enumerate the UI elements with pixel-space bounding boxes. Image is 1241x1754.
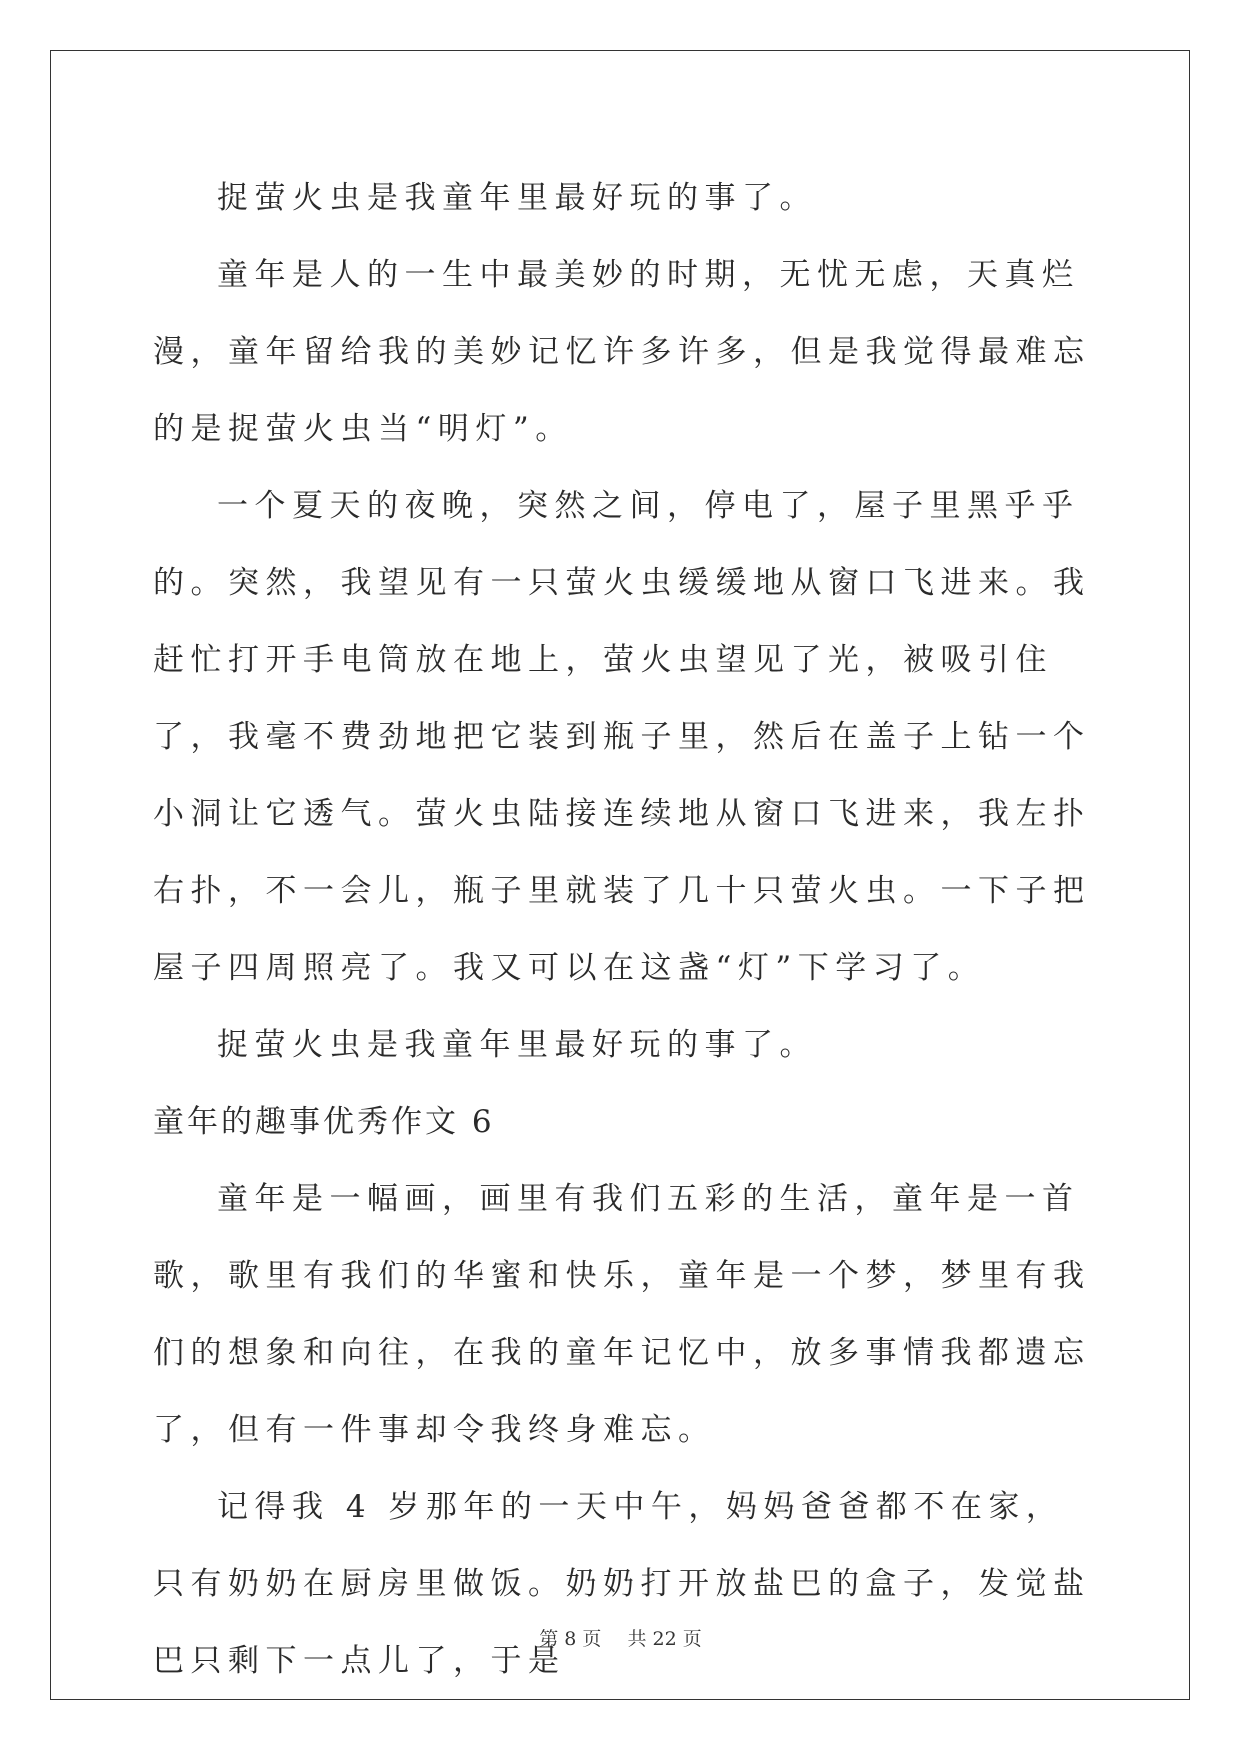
page-number-total: 共 22 页 [627, 1628, 702, 1650]
section-title: 童年的趣事优秀作文 6 [153, 1104, 495, 1140]
paragraph: 捉萤火虫是我童年里最好玩的事了。 [217, 180, 817, 216]
paragraph: 一个夏天的夜晚，突然之间，停电了，屋子里黑乎乎的。突然，我望见有一只萤火虫缓缓地从窗口飞进来。我赶忙打开手电筒放在地上，萤火虫望见了光，被吸引住了，我毫不费劲地把它装到瓶子里，然后在盖子上钻一个小洞让它透气。萤火虫陆接连续地从窗口飞进来，我左扑右扑，不一会儿，瓶子里就装了几十只萤火虫。一下子把屋子四周照亮了。我又可以在这盏“灯”下学习了。 [153, 488, 1091, 986]
page-number-current: 第 8 页 [539, 1628, 602, 1650]
paragraph: 记得我 4 岁那年的一天中午，妈妈爸爸都不在家，只有奶奶在厨房里做饭。奶奶打开放盐巴的盒子，发觉盐巴只剩下一点儿了，于是 [153, 1489, 1091, 1679]
paragraph: 童年是一幅画，画里有我们五彩的生活，童年是一首歌，歌里有我们的华蜜和快乐，童年是一个梦，梦里有我们的想象和向往，在我的童年记忆中，放多事情我都遗忘了，但有一件事却令我终身难忘。 [153, 1181, 1091, 1448]
page-footer [0, 1624, 1241, 1651]
document-body [153, 160, 1099, 1700]
paragraph: 童年是人的一生中最美妙的时期，无忧无虑，天真烂漫，童年留给我的美妙记忆许多许多，但是我觉得最难忘的是捉萤火虫当“明灯”。 [153, 257, 1091, 447]
paragraph: 捉萤火虫是我童年里最好玩的事了。 [217, 1027, 817, 1063]
